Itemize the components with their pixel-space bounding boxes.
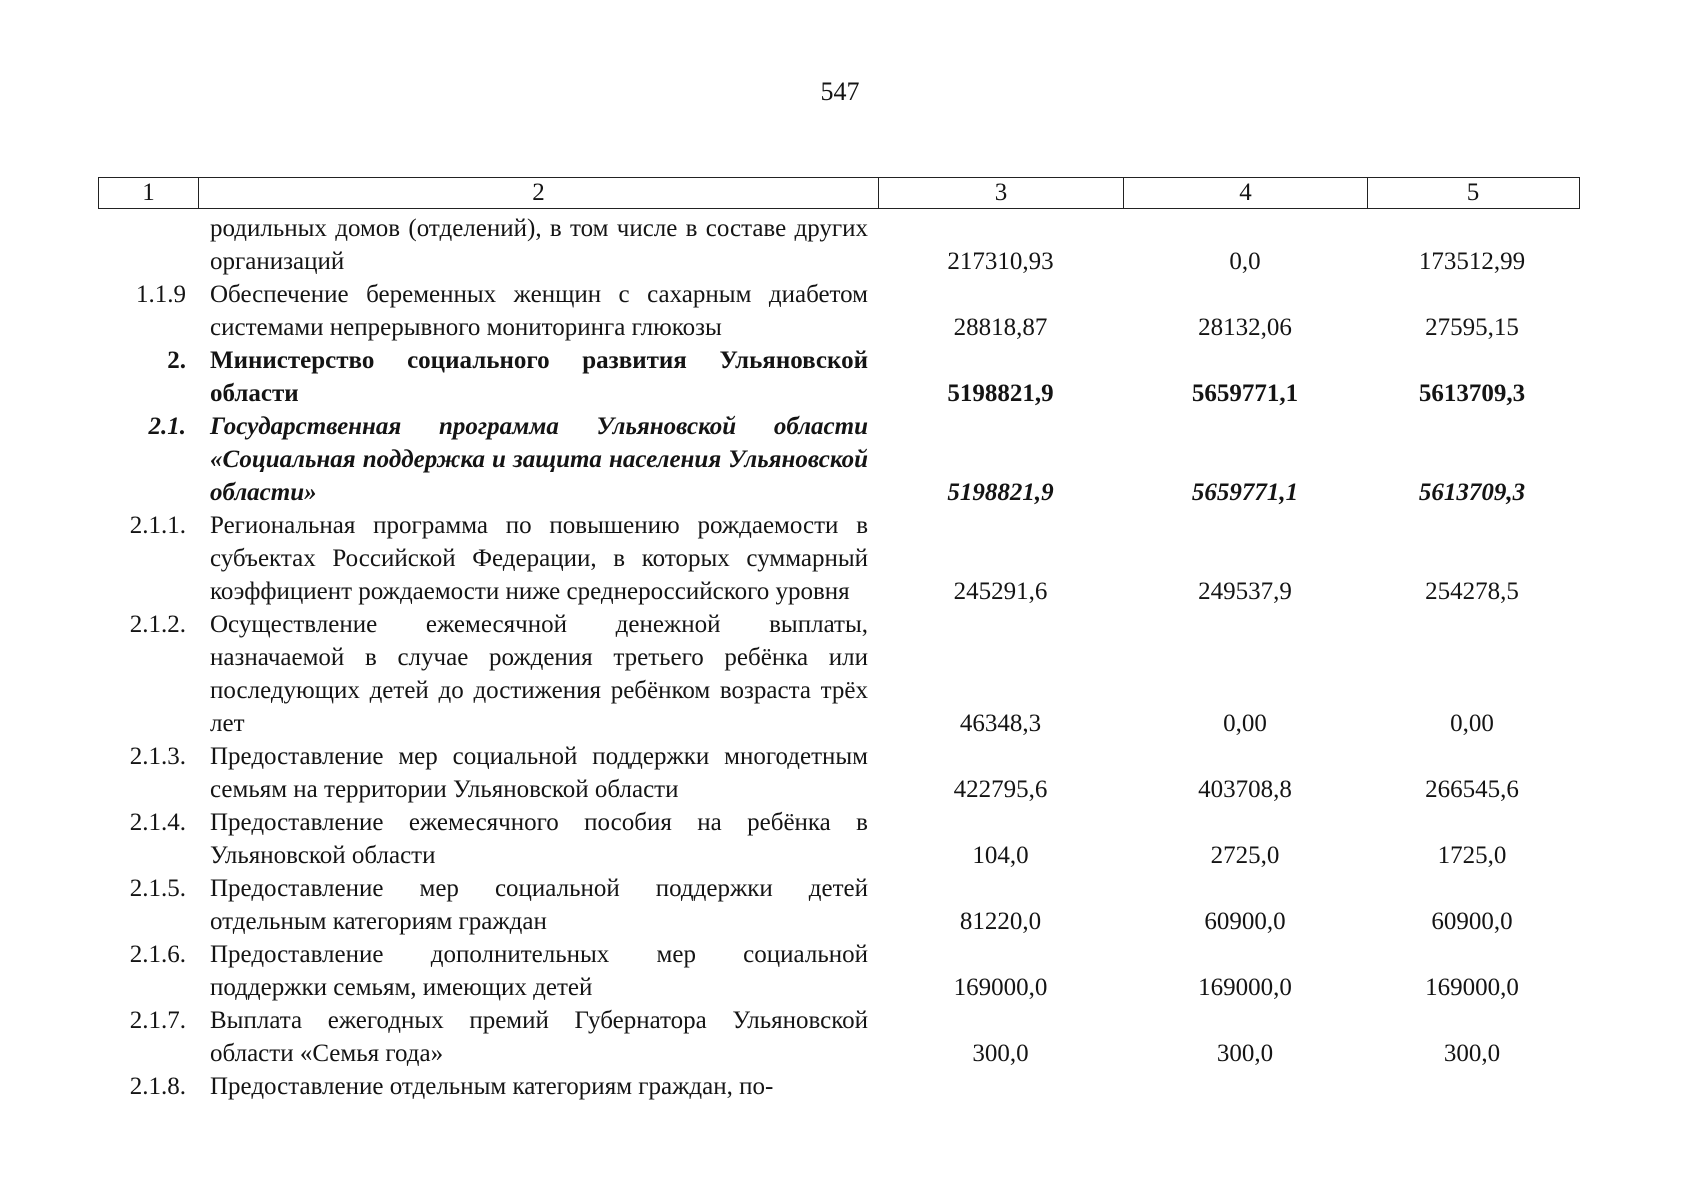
- cell-col-5: [1367, 938, 1577, 1004]
- cell-col-3: [878, 212, 1123, 278]
- header-col-2: 2: [199, 178, 879, 208]
- table-row: [98, 1070, 1580, 1103]
- value-col-3: 28818,87: [953, 314, 1048, 341]
- table-row: [98, 872, 1580, 938]
- value-col-3: 5198821,9: [947, 479, 1054, 506]
- cell-col-4: [1123, 1070, 1367, 1103]
- table-row: [98, 608, 1580, 740]
- row-code: 2.1.4.: [129, 809, 186, 836]
- value-col-4: 249537,9: [1198, 578, 1292, 605]
- cell-col-1: [98, 410, 198, 509]
- cell-col-1: [98, 740, 198, 806]
- cell-col-4: [1123, 872, 1367, 938]
- table-row: [98, 410, 1580, 509]
- cell-col-4: [1123, 1004, 1367, 1070]
- value-col-3: 169000,0: [953, 974, 1048, 1001]
- header-col-1: 1: [99, 178, 199, 208]
- cell-col-1: [98, 608, 198, 740]
- cell-col-4: [1123, 740, 1367, 806]
- table-row: [98, 740, 1580, 806]
- row-description: Обеспечение беременных женщин с сахарным диабетом системами непрерывного мониторинга глюкозы: [210, 281, 868, 341]
- cell-col-4: [1123, 806, 1367, 872]
- value-col-4: 0,0: [1229, 248, 1261, 275]
- row-description: Министерство социального развития Ульяновской области: [210, 347, 868, 407]
- row-code: 2.: [167, 347, 186, 374]
- cell-col-3: [878, 344, 1123, 410]
- cell-col-4: [1123, 212, 1367, 278]
- value-col-4: 169000,0: [1198, 974, 1292, 1001]
- table-header: [98, 177, 1580, 209]
- value-col-5: 60900,0: [1431, 908, 1513, 935]
- cell-col-1: [98, 509, 198, 608]
- value-col-4: 300,0: [1216, 1040, 1274, 1067]
- value-col-4: 5659771,1: [1191, 380, 1299, 407]
- table-row: [98, 938, 1580, 1004]
- row-description: Предоставление мер социальной поддержки детей отдельным категориям граждан: [210, 875, 868, 935]
- row-description: Предоставление мер социальной поддержки многодетным семьям на территории Ульяновской области: [210, 743, 868, 803]
- value-col-5: 5613709,3: [1418, 479, 1526, 506]
- table-row: [98, 509, 1580, 608]
- value-col-3: 245291,6: [953, 578, 1048, 605]
- header-col-5: 5: [1466, 179, 1480, 206]
- cell-col-3: [878, 872, 1123, 938]
- cell-col-3: [878, 410, 1123, 509]
- table-body: [98, 212, 1580, 1103]
- row-description: Государственная программа Ульяновской области «Социальная поддержка и защита населения Ульяновской области»: [210, 413, 868, 506]
- value-col-5: 254278,5: [1425, 578, 1519, 605]
- cell-col-4: [1123, 938, 1367, 1004]
- value-col-3: 422795,6: [953, 776, 1048, 803]
- value-col-3: 46348,3: [959, 710, 1042, 737]
- page-number: 547: [820, 77, 860, 106]
- value-col-4: 5659771,1: [1191, 479, 1299, 506]
- cell-col-4: [1123, 509, 1367, 608]
- cell-col-1: [98, 872, 198, 938]
- row-code: 2.1.7.: [129, 1007, 186, 1034]
- value-col-5: 5613709,3: [1418, 380, 1526, 407]
- row-description: Предоставление дополнительных мер социальной поддержки семьям, имеющих детей: [210, 941, 868, 1001]
- cell-col-4: [1123, 278, 1367, 344]
- cell-col-4: [1123, 608, 1367, 740]
- cell-col-1: [98, 278, 198, 344]
- value-col-3: 104,0: [972, 842, 1029, 869]
- table-row: [98, 344, 1580, 410]
- cell-col-4: [1123, 410, 1367, 509]
- cell-col-3: [878, 740, 1123, 806]
- row-description: Предоставление ежемесячного пособия на ребёнка в Ульяновской области: [210, 809, 868, 869]
- cell-col-5: [1367, 344, 1577, 410]
- value-col-4: 60900,0: [1204, 908, 1286, 935]
- cell-col-1: [98, 344, 198, 410]
- row-description: родильных домов (отделений), в том числе в составе других организаций: [210, 215, 868, 275]
- row-code: 2.1.1.: [129, 512, 186, 539]
- cell-col-5: [1367, 806, 1577, 872]
- cell-col-3: [878, 1070, 1123, 1103]
- row-code: 2.1.8.: [129, 1073, 186, 1100]
- cell-col-3: [878, 1004, 1123, 1070]
- cell-col-1: [98, 806, 198, 872]
- cell-col-1: [98, 212, 198, 278]
- cell-col-5: [1367, 872, 1577, 938]
- cell-col-1: [98, 938, 198, 1004]
- value-col-3: 300,0: [972, 1040, 1029, 1067]
- row-code: 2.1.2.: [129, 611, 186, 638]
- cell-col-4: [1123, 344, 1367, 410]
- row-description: Выплата ежегодных премий Губернатора Ульяновской области «Семья года»: [210, 1007, 868, 1067]
- cell-col-5: [1367, 740, 1577, 806]
- value-col-4: 28132,06: [1198, 314, 1292, 341]
- value-col-5: 1725,0: [1437, 842, 1507, 869]
- cell-col-1: [98, 1070, 198, 1103]
- cell-col-1: [98, 1004, 198, 1070]
- cell-col-5: [1367, 278, 1577, 344]
- table-row: [98, 212, 1580, 278]
- table-row: [98, 806, 1580, 872]
- value-col-4: 403708,8: [1198, 776, 1292, 803]
- cell-col-3: [878, 938, 1123, 1004]
- cell-col-3: [878, 278, 1123, 344]
- value-col-4: 2725,0: [1210, 842, 1280, 869]
- row-description: Региональная программа по повышению рождаемости в субъектах Российской Федерации, в которых суммарный коэффициент рождаемости ниже среднероссийского уровня: [210, 512, 868, 605]
- cell-col-3: [878, 509, 1123, 608]
- row-code: 2.1.: [148, 413, 186, 440]
- value-col-3: 5198821,9: [947, 380, 1054, 407]
- header-col-3: 3: [879, 178, 1124, 208]
- row-code: 2.1.5.: [129, 875, 186, 902]
- row-code: 2.1.3.: [129, 743, 186, 770]
- value-col-5: 300,0: [1443, 1040, 1501, 1067]
- value-col-5: 169000,0: [1425, 974, 1519, 1001]
- value-col-5: 27595,15: [1425, 314, 1519, 341]
- cell-col-5: [1367, 212, 1577, 278]
- value-col-3: 81220,0: [959, 908, 1042, 935]
- cell-col-5: [1367, 410, 1577, 509]
- table-row: [98, 278, 1580, 344]
- table-row: [98, 1004, 1580, 1070]
- row-description: Осуществление ежемесячной денежной выплаты, назначаемой в случае рождения третьего ребёнка или последующих детей до достижения ребёнком возраста трёх лет: [210, 611, 868, 737]
- value-col-5: 266545,6: [1425, 776, 1519, 803]
- cell-col-5: [1367, 509, 1577, 608]
- value-col-4: 0,00: [1223, 710, 1267, 737]
- value-col-3: 217310,93: [947, 248, 1054, 275]
- row-description: Предоставление отдельным категориям граждан, по-: [210, 1073, 774, 1100]
- header-col-4: 4: [1124, 178, 1368, 208]
- value-col-5: 173512,99: [1418, 248, 1526, 275]
- cell-col-3: [878, 608, 1123, 740]
- row-code: 2.1.6.: [129, 941, 186, 968]
- value-col-5: 0,00: [1450, 710, 1494, 737]
- row-code: 1.1.9: [136, 281, 186, 308]
- cell-col-5: [1367, 1004, 1577, 1070]
- cell-col-5: [1367, 608, 1577, 740]
- cell-col-5: [1367, 1070, 1577, 1103]
- cell-col-3: [878, 806, 1123, 872]
